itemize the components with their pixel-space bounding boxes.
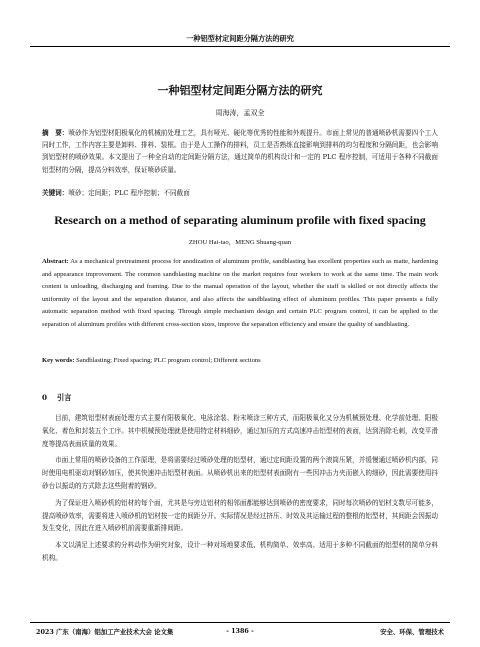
- page-number: - 1386 -: [226, 627, 254, 635]
- abstract-cn: [42, 127, 438, 176]
- paper-title-cn: 一种铝型材定间距分隔方法的研究: [157, 84, 323, 97]
- abstract-cn-text: 喷砂作为铝型材阳极氧化的机械前处理工艺，具有哑光、硬化等优秀的性能和外观提升。市面上常见的普通喷砂机需要四个工人同时工作，工作内容主要是卸料、排料、装框。由于是人工操作的排料，员工是否熟练直接影响到排料的均匀程度和分隔间距，也会影响到铝型材的喷砂效果。本文提出了一种全自动的定间距分隔方法，通过简单的机构设计和一定的 PLC 程序控制，可适用于各种不同截面铝型材的分隔，提高分料效率，保证喷砂质量。: [42, 129, 439, 174]
- keywords-en-text: Sandblasting; Fixed spacing; PLC program control; Different sections: [74, 357, 261, 364]
- paragraph: 为了保证进入喷砂机的铝材的每个面，尤其是与旁边铝材的相邻面都能够达到喷砂的密度要求，同时每次喷砂的铝材支数尽可能多，提高喷砂效率，需要将进入喷砂机的铝材按一定的间距分开。实际情况是经过挤压、时效及其运输过程的整根的铝型材，其间距会因振动发生变化，因此在进入喷砂机前需要重新排间距。: [42, 498, 438, 533]
- abstract-en-label: Abstract:: [42, 258, 69, 265]
- keywords-en: [42, 355, 438, 367]
- keywords-en-label: Key words:: [42, 357, 75, 364]
- footer-proceedings: 2023 广东（南海）铝加工产业技术大会 论文集: [36, 628, 174, 636]
- header-rule: [30, 46, 450, 47]
- section-heading: [42, 393, 71, 403]
- paragraph: 本文以满足上述要求的分料动作为研究对象，设计一种对场地要求低、机构简单、效率高、适用于多种不同截面的铝型材的简单分料机构。: [42, 541, 438, 562]
- abstract-cn-label: 摘 要：: [42, 129, 69, 137]
- keywords-cn-text: 喷砂；定间距；PLC 程序控制；不同截面: [68, 189, 190, 197]
- keywords-cn-label: 关键词：: [42, 189, 69, 197]
- abstract-en-text: As a mechanical pretreatment process for anodization of aluminum profile, sandblasting has excellent properties such as matte, hardening and appearance improvement. The common sandblasting machine on the market requires four workers to work at the same time. The main work content is unloading, discharging and framing. Due to the manual operation of the layout, whether the staff is skilled or not directly affects the uniformity of the layout and the separation distance, and also affects the sandblasting effect of aluminum profiles. This paper presents a fully automatic separation method with fixed spacing. Through simple mechanism design and certain PLC program control, it can be applied to the separation of aluminum profiles with different cross-section sizes, improve the separation efficiency and ensure the quality of sandblasting.: [42, 258, 438, 328]
- paper-title-en: Research on a method of separating aluminum profile with fixed spacing: [54, 213, 426, 227]
- section-number: 0: [42, 393, 48, 402]
- section-title: 引言: [57, 393, 72, 402]
- footer-rule: [30, 622, 450, 623]
- paragraph: 目前，建筑铝型材表面处理方式主要有阳极氧化、电泳涂装、粉末喷涂三种方式，而阳极氧化又分为机械预处理、化学前处理、阳极氧化、着色和封装五个工序。其中机械预处理就是使用特定材料细砂，通过加压的方式高速冲击铝型材的表面，达到消除毛刺，改变平滑度等提高表面质量的效果。: [42, 414, 438, 448]
- body-text: [42, 412, 438, 569]
- keywords-cn: [42, 187, 438, 199]
- authors-en: ZHOU Hai-tao，MENG Shuang-quan: [188, 239, 292, 246]
- paragraph: 市面上常用的喷砂设备的工作原理，是将需要经过喷砂处理的铝型材，通过定间距设置的两个滚筒压紧，并缓慢通过喷砂机内部，同时使用电机驱动对钢砂加压，使其快速冲击铝型材表面。从喷砂机出来的铝型材表面附有一些因冲击力夹而嵌入的细砂，因此需要使用抖砂台以振动的方式除去这些附着的钢砂。: [42, 456, 438, 490]
- running-head: 一种铝型材定间距分隔方法的研究: [186, 34, 294, 43]
- footer-section: 安全、环保、管理技术: [380, 628, 444, 636]
- authors-cn: 周海涛，孟双全: [215, 109, 265, 117]
- abstract-en: [42, 256, 438, 332]
